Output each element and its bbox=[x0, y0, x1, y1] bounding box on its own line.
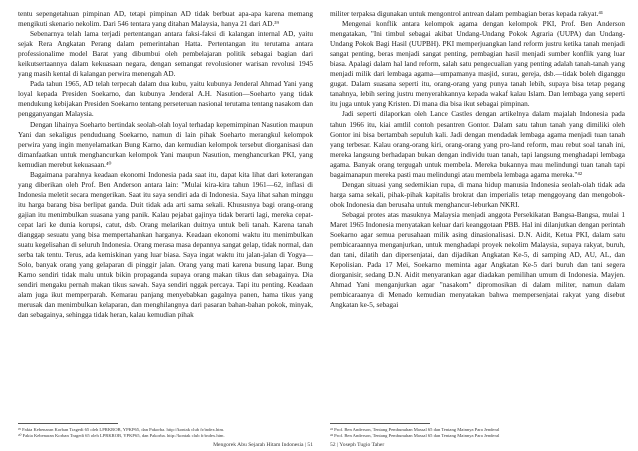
footnote: ³⁹ Fakta Kebenaran Korban Tragedi 65 oleh LPRKROB, YPKP65, dan Pakorba. http://kontak club fr/index.htm. bbox=[18, 427, 225, 432]
paragraph: militer terpaksa digunakan untuk mengontrol antrean dalam pembagian beras kepada rakyat.⁴¹ bbox=[330, 10, 604, 18]
footnotes bbox=[330, 427, 625, 439]
footnote-divider bbox=[330, 423, 430, 424]
page-footer: Mengorek Abu Sejarah Hitam Indonesia | 51 bbox=[213, 442, 313, 448]
left-page-body bbox=[18, 9, 313, 320]
paragraph: Mengenai konflik antara kelompok agama dengan kelompok PKI, Prof. Ben Anderson mengatakan, "Ini timbul sebagai akibat Undang-Undang Pokok Agraria (UUPA) dan Undang-Undang Pokok Bagi Hasil (UUPBH). PKI memperjuangkan land reform justru ketika tanah menjadi sangat penting, beras menjadi sangat penting, pembagian hasil menjadi sumber konflik yang luar biasa. Apalagi dalam hal land reform, salah satu pengecualian yang penting adalah tanah-tanah yang menjadi milik dari lembaga agama—umpamanya masjid, surau, gereja, dsb.—tidak boleh diganggu gugat. Dalam suasana seperti itu, orang-orang yang punya tanah lebih, supaya bisa tetap pegang tanahnya, lebih sering justru menyerahkannya kepada wakaf kalau Islam. Dan lembaga yang seperti itu juga untuk yang Kristen. Di mana dia bisa ikut sebagai pimpinan. bbox=[330, 20, 625, 109]
footnote: ⁴¹ Prof. Ben Anderson, Tentang Pembunuhan Massal 65 dan Tentang Mainnya Para Jenderal bbox=[330, 427, 500, 432]
paragraph: Bagaimana parahnya keadaan ekonomi Indonesia pada saat itu, dapat kita lihat dari keterangan yang diberikan oleh Prof. Ben Anderson antara lain: "Mulai kira-kira tahun 1961—62, inflasi di Indonesia meletit secara mengerikan. Saat itu saya sendiri ada di Indonesia. Saya lihat sahan minggu itu harga barang bisa berlipat ganda. Duit tidak ada arti sama sekali. Khususnya bagi orang-orang gajian itu menimbulkan suasana yang panik. Kalau pejabat gajinya tidak berarti lagi, mereka cepat-cepat lari ke dunia korupsi, catut, dsb. Orang melarikan duitnya untuk beli tanah. Karena tanah dianggap sesuatu yang bisa mempertahankan harganya. Keadaan ekonomi waktu itu menimbulkan suatu kegelisahan di seluruh Indonesia. Orang merasa masa depannya sangat gelap, tidak normal, dan serba tak tentu. Terus, ada kemiskinan yang luar biasa. Saya ingat waktu itu jalan-jalan di Yogya—Solo, banyak orang yang gelaparan di pinggir jalan. Orang yang mati karena busung lapar. Bung Karno sendiri tidak malu untuk bikin propaganda supaya orang makan tikus dan sebagainya. Dia sendiri mengaku pernah makan tikus sawah. Saya sendiri nggak percaya. Tapi itu penting. Keadaan alam juga ikut memperparah. Kemarau panjang menyebabkan gagalnya panen, hama tikus yang merusak dan menimbulkan kelaparan, dan menghilangnya dari pasaran bahan-bahan pokok, minyak, dan sebagainya, sehingga tidak heran, kalau kemudian pihak bbox=[18, 170, 313, 320]
page-footer: 52 | Yoseph Tugio Taher bbox=[330, 442, 385, 448]
footnote: ⁴² Prof. Ben Anderson, Tentang Pembunuhan Massal 65 dan Tentang Mainnya Para Jenderal bbox=[330, 433, 500, 439]
right-page bbox=[330, 0, 625, 451]
footnotes bbox=[18, 427, 313, 439]
footnote: ⁴⁰ Fakta Kebenaran Korban Tragedi 65 oleh LPRKROB, YPKP65, dan Pakorba. http://kontak club fr/index.htm. bbox=[18, 433, 225, 439]
footnote-divider bbox=[18, 423, 118, 424]
paragraph: Sebagai protes atas masuknya Malaysia menjadi anggota Persekikatan Bangsa-Bangsa, mulai 1 Maret 1965 Indonesia menyatakan keluar dari keanggotaan PBB. Hal ini dilanjutkan dengan perintah Soekarno agar semua perusahaan milik asing dinasionalisasi. D.N. Aidit, Ketua PKI, dalam satu pembicaraannya menganjurkan, untuk menghadapi proyek nekolim Malaysia, supaya rakyat, buruh, dan tani, dilatih dan dipersenjatai, dan dijadikan Angkatan Ke-5, di samping AD, AU, AL, dan Kepolisian. Pada 17 Mei, Soekarno meminta agar Angkatan Ke-5 dari buruh dan tani segera diorganisir, sedang D.N. Aidit menyarankan agar diadakan pemilihan umum di Indonesia. Mayjen. Ahmad Yani menganjurkan agar "nasakom" dipromosikan di dalam militer, namun dalam pembicaraanya di Menado kemudian menyatakan bahwa mempersenjatai rakyat yang disebut Angkatan ke-5, sebagai bbox=[330, 210, 625, 310]
paragraph: Dengan situasi yang sedemikian rupa, di mana hidup manusia Indonesia seolah-olah tidak ada harga sama sekali, pihak-pihak kapitalis brokrat dan imperialis tetap menggoyang dan mengobok-obok Indonesia dan berusaha untuk menghancur-leburkan NKRI. bbox=[330, 180, 625, 209]
paragraph: Sebenarnya telah lama terjadi pertentangan antara faksi-faksi di kalangan internal AD, yaitu sejak Rera Angkatan Perang dalam pemerintahan Hatta. Pertentangan itu terutama antara professionalime model Barat yang dibumbui oleh pembelajaran politik sebagai bagian dari keikutsertaannya dalam kekuasaan negara, dengan semangat revolusioner warisan revolusi 1945 yang masih kental di kalangan perwira menengah AD. bbox=[18, 30, 313, 79]
paragraph: Dengan lihainya Soeharto bertindak seolah-olah loyal terhadap kepemimpinan Nasution maupun Yani dan sekaligus penduduang Soekarno, namun di lain pihak Soeharto merangkul kelompok perwira yang ingin menyelamatkan Bung Karno, dan kemudian kelompok tersebut diorganisasi dan dimanfaatkan untuk menghancurkan kelompok Yani maupun Nasution, menghancurkan PKI, yang kemudian merebut kekuasaan.⁴⁰ bbox=[18, 120, 313, 169]
paragraph: Jadi seperti dilaporkan oleh Lance Castles dengan artikelnya dalam majalah Indonesia pada tahun 1966 itu, kiai amtlil contoh pesantren Gontor. Dalam satu tahun tanah yang dimiliki oleh Gontor ini bisa bertambah sepuluh kali. Jadi dengan mendadak lembaga agama menjadi tuan tanah yang terbesar. Kalau orang-orang kiri, orang-orang yang pro-land reform, mau rebut soal tanah ini, mereka langsung berhadapan bukan dengan individu tuan tanah, tapi langsung menghadapi lembaga agama. Banyak orang tergugah untuk membela. Mereka bukannya mau melindungi tuan tanah tapi bagaimanapun mereka pasti mau melindungi atau membela lembaga agama mereka."⁴² bbox=[330, 110, 625, 179]
right-page-body bbox=[330, 9, 625, 310]
left-page bbox=[18, 0, 313, 451]
paragraph: tentu sepengetahuan pimpinan AD, tetapi pimpinan AD tidak berbuat apa-apa karena memang mengikuti skenario nekolim. Dari 546 tentara yang ditahan Malaysia, hanya 21 dari AD.³⁹ bbox=[18, 10, 313, 29]
paragraph: Pada tahun 1965, AD telah terpecah dalam dua kubu, yaitu kubunya Jenderal Ahmad Yani yang loyal kepada Presiden Soekarno, dan kubunya Jenderal A.H. Nasution—Soeharto yang tidak mendukung kebijakan Presiden Soekarno tentang perseteruan nasional terutama tentang nasakom dan pengganyangan Malaysia. bbox=[18, 80, 313, 119]
